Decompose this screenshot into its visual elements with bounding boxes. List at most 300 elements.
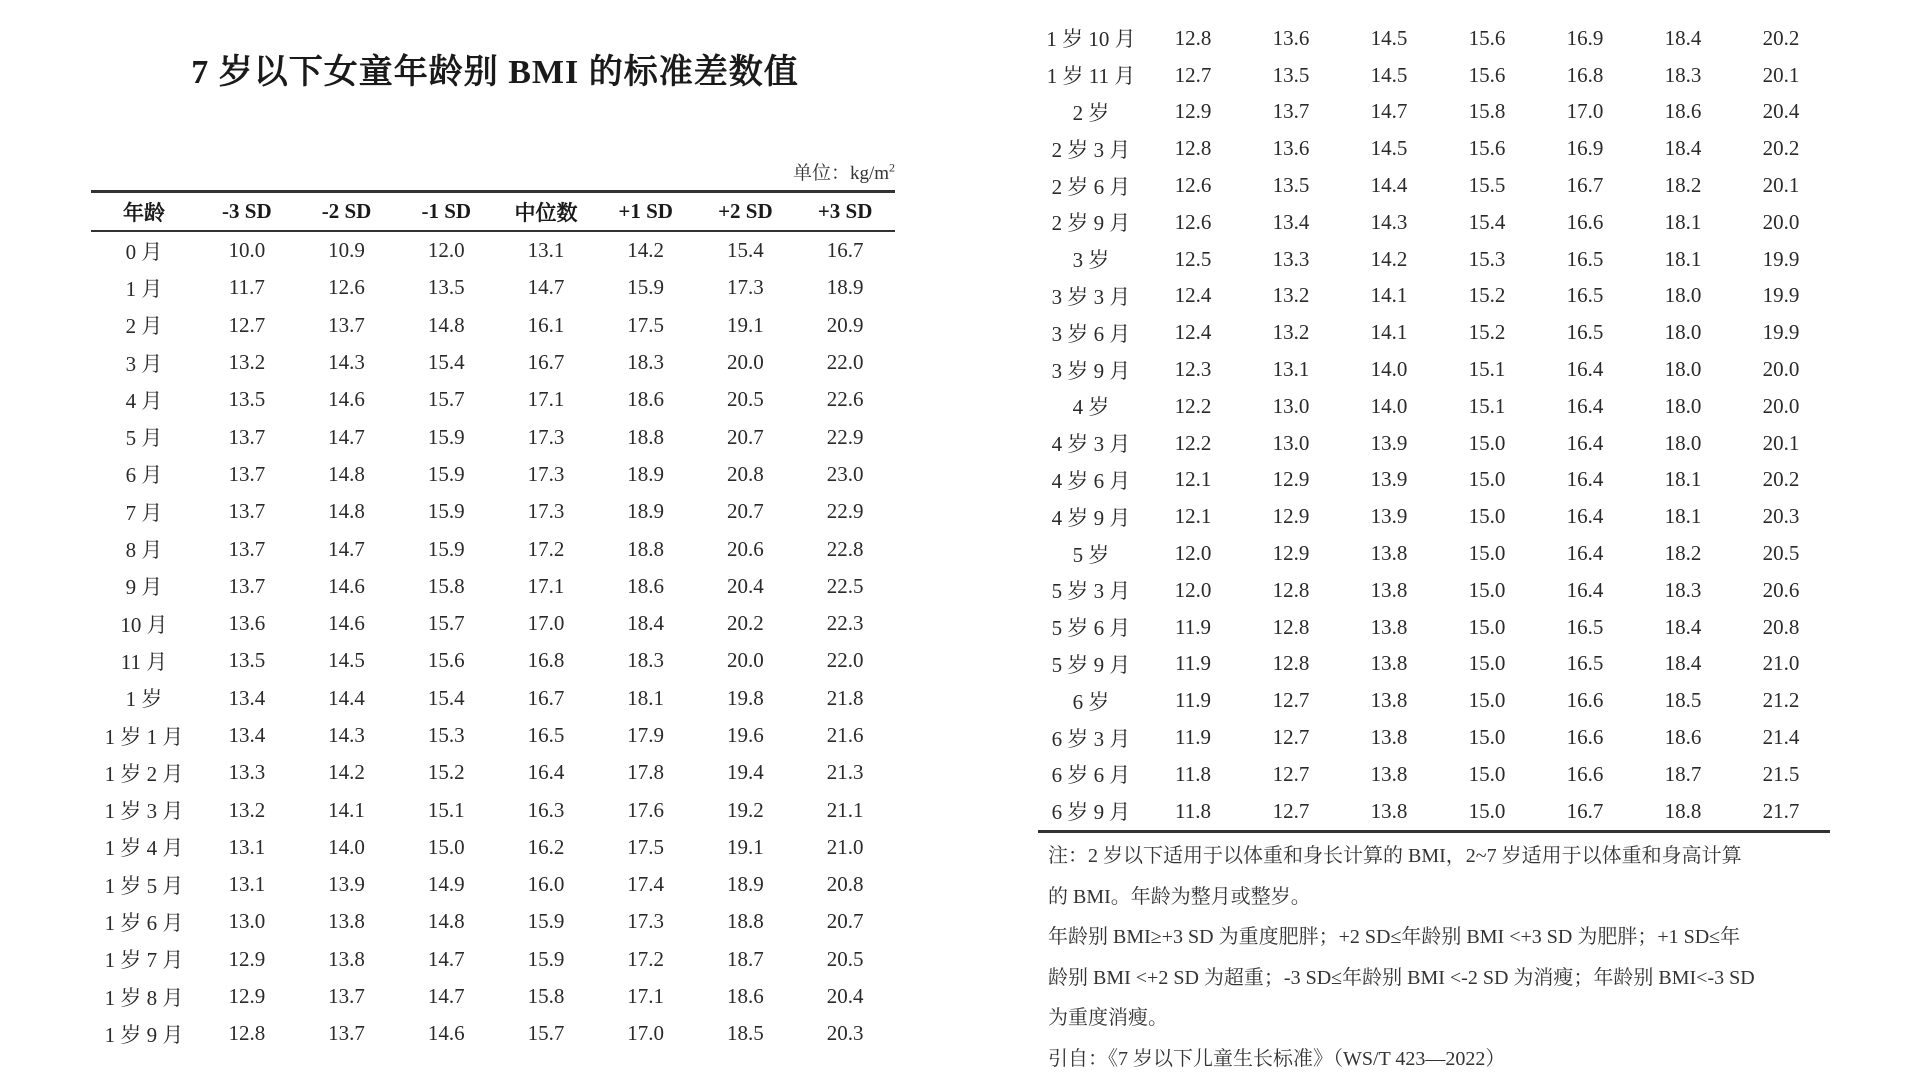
value-cell: 15.4 [1468,209,1506,234]
table-row [91,530,895,567]
value-cell: 17.3 [527,461,565,486]
column-header-age: 年龄 [91,192,197,232]
value-cell: 15.0 [1468,725,1506,750]
value-cell: 19.1 [726,312,764,337]
value-cell: 16.7 [527,350,565,375]
value-cell: 16.5 [1566,246,1604,271]
value-cell: 18.4 [627,611,665,636]
value-cell: 16.7 [527,685,565,710]
value-cell: 12.8 [1174,136,1212,161]
value-cell: 13.7 [228,536,266,561]
age-cell: 10 月 [120,612,168,637]
value-cell: 18.3 [627,350,665,375]
value-cell: 12.7 [1272,725,1310,750]
value-cell: 20.0 [726,648,764,673]
value-cell: 17.1 [627,984,665,1009]
value-cell: 20.9 [826,312,864,337]
value-cell: 18.6 [627,573,665,598]
column-header-median: 中位数 [496,192,596,232]
value-cell: 15.2 [427,760,465,785]
value-cell: 15.9 [427,499,465,524]
value-cell: 13.0 [1272,393,1310,418]
value-cell: 18.7 [726,946,764,971]
value-cell: 14.1 [1370,283,1408,308]
age-cell: 6 岁 [1072,689,1110,714]
value-cell: 12.6 [328,275,365,300]
table-header-row [91,192,895,232]
value-cell: 15.9 [527,946,565,971]
value-cell: 13.8 [1370,541,1408,566]
value-cell: 21.0 [1762,651,1800,676]
value-cell: 12.6 [1174,173,1212,198]
value-cell: 17.3 [527,499,565,524]
value-cell: 18.4 [1664,614,1702,639]
value-cell: 13.3 [228,760,266,785]
value-cell: 14.0 [1370,357,1408,382]
value-cell: 17.2 [527,536,565,561]
value-cell: 18.6 [627,387,665,412]
value-cell: 14.1 [328,797,365,822]
value-cell: 18.8 [1664,798,1702,823]
value-cell: 18.9 [726,872,764,897]
value-cell: 20.0 [1762,357,1800,382]
age-cell: 3 岁 [1072,248,1110,273]
value-cell: 18.0 [1664,283,1702,308]
table-row [91,231,895,269]
value-cell: 15.7 [427,611,465,636]
table-row [1038,793,1830,831]
table-row [1038,682,1830,719]
value-cell: 12.3 [1174,357,1212,382]
value-cell: 14.8 [328,499,365,524]
age-cell: 1 岁 5 月 [104,873,184,898]
column-header-plus1sd: +1 SD [596,192,696,232]
value-cell: 20.8 [1762,614,1800,639]
value-cell: 17.0 [627,1021,665,1046]
value-cell: 15.2 [1468,320,1506,345]
value-cell: 16.4 [1566,467,1604,492]
age-cell: 1 岁 [125,687,163,712]
value-cell: 15.0 [1468,798,1506,823]
value-cell: 14.4 [1370,173,1408,198]
note-line: 注：2 岁以下适用于以体重和身长计算的 BMI，2~7 岁适用于以体重和身高计算 [1048,845,1742,867]
table-row [91,680,895,717]
value-cell: 14.5 [1370,62,1408,87]
value-cell: 18.8 [627,424,665,449]
table-row [1038,388,1830,425]
value-cell: 20.3 [826,1021,864,1046]
value-cell: 20.8 [726,461,764,486]
table-row [91,493,895,530]
value-cell: 13.6 [228,611,266,636]
age-cell: 6 岁 3 月 [1051,726,1131,751]
value-cell: 20.0 [726,350,764,375]
value-cell: 16.6 [1566,688,1604,713]
value-cell: 16.5 [1566,283,1604,308]
value-cell: 12.8 [1174,25,1212,50]
table-row [1038,20,1830,57]
value-cell: 14.7 [427,984,465,1009]
value-cell: 15.0 [1468,541,1506,566]
notes-section [1048,836,1848,1079]
value-cell: 19.6 [726,723,764,747]
column-header-minus3sd: -3 SD [197,192,297,232]
age-cell: 3 月 [125,351,163,376]
value-cell: 15.6 [1468,25,1506,50]
age-cell: 4 岁 3 月 [1051,432,1131,457]
value-cell: 14.8 [427,312,465,337]
value-cell: 14.0 [328,834,365,859]
value-cell: 14.5 [1370,136,1408,161]
value-cell: 12.7 [1272,761,1310,786]
value-cell: 15.3 [427,723,465,747]
table-row [91,605,895,642]
value-cell: 18.0 [1664,393,1702,418]
table-row [91,1015,895,1052]
age-cell: 1 岁 9 月 [104,1022,184,1047]
value-cell: 13.5 [427,275,465,300]
value-cell: 16.6 [1566,725,1604,750]
value-cell: 17.3 [527,424,565,449]
table-row [91,568,895,605]
value-cell: 14.7 [328,536,365,561]
value-cell: 18.8 [627,536,665,561]
value-cell: 15.0 [427,834,465,859]
age-cell: 7 月 [125,500,163,525]
value-cell: 10.0 [228,238,266,263]
value-cell: 18.8 [726,909,764,934]
value-cell: 15.4 [726,238,764,263]
value-cell: 21.6 [826,723,864,747]
value-cell: 13.9 [328,872,365,897]
value-cell: 17.0 [1566,99,1604,124]
value-cell: 15.9 [527,909,565,934]
value-cell: 15.9 [427,461,465,486]
table-row [91,903,895,940]
value-cell: 18.6 [1664,725,1702,750]
value-cell: 20.0 [1762,393,1800,418]
age-cell: 2 岁 [1072,100,1110,125]
value-cell: 15.2 [1468,283,1506,308]
table-row [1038,94,1830,131]
value-cell: 13.6 [1272,25,1310,50]
table-row [1038,130,1830,167]
value-cell: 21.4 [1762,725,1800,750]
value-cell: 21.8 [826,685,864,710]
value-cell: 20.5 [726,387,764,412]
value-cell: 21.5 [1762,761,1800,786]
table-row [91,381,895,418]
value-cell: 14.6 [328,611,365,636]
value-cell: 15.8 [427,573,465,598]
value-cell: 19.1 [726,834,764,859]
value-cell: 18.9 [627,499,665,524]
value-cell: 15.8 [1468,99,1506,124]
age-cell: 5 岁 [1072,542,1110,567]
table-row [1038,572,1830,609]
table-row [1038,646,1830,683]
value-cell: 14.2 [1370,246,1408,271]
value-cell: 16.7 [826,238,864,263]
value-cell: 16.3 [527,797,565,822]
value-cell: 12.7 [1272,798,1310,823]
table-row [91,642,895,679]
value-cell: 20.7 [826,909,864,934]
value-cell: 15.0 [1468,504,1506,529]
value-cell: 13.8 [1370,651,1408,676]
value-cell: 12.4 [1174,283,1212,308]
value-cell: 13.1 [527,238,565,263]
value-cell: 17.9 [627,723,665,747]
value-cell: 13.4 [228,685,266,710]
value-cell: 12.9 [1272,504,1310,529]
age-cell: 2 岁 9 月 [1051,211,1131,236]
value-cell: 17.3 [627,909,665,934]
value-cell: 14.9 [427,872,465,897]
value-cell: 16.4 [1566,541,1604,566]
value-cell: 15.1 [1468,357,1506,382]
value-cell: 21.1 [826,797,864,822]
table-row [91,754,895,791]
value-cell: 18.2 [1664,173,1702,198]
value-cell: 18.0 [1664,357,1702,382]
value-cell: 15.0 [1468,688,1506,713]
value-cell: 16.4 [1566,504,1604,529]
value-cell: 12.0 [1174,541,1212,566]
value-cell: 12.9 [1174,99,1212,124]
value-cell: 15.0 [1468,651,1506,676]
table-body-right [1038,20,1830,831]
column-header-minus1sd: -1 SD [396,192,496,232]
value-cell: 14.5 [328,648,365,673]
value-cell: 14.3 [328,350,365,375]
note-line: 为重度消瘦。 [1048,1007,1168,1029]
value-cell: 13.6 [1272,136,1310,161]
value-cell: 13.8 [1370,688,1408,713]
value-cell: 18.0 [1664,430,1702,455]
table-row [1038,57,1830,94]
value-cell: 18.3 [627,648,665,673]
value-cell: 20.8 [826,872,864,897]
value-cell: 14.7 [527,275,565,300]
value-cell: 12.8 [228,1021,266,1046]
value-cell: 16.4 [1566,393,1604,418]
value-cell: 10.9 [328,238,365,263]
value-cell: 14.4 [328,685,365,710]
age-cell: 1 岁 2 月 [104,761,184,786]
age-cell: 9 月 [125,575,163,600]
value-cell: 15.0 [1468,577,1506,602]
value-cell: 20.1 [1762,62,1800,87]
value-cell: 13.0 [1272,430,1310,455]
value-cell: 20.7 [726,499,764,524]
value-cell: 12.0 [1174,577,1212,602]
value-cell: 20.7 [726,424,764,449]
value-cell: 20.4 [726,573,764,598]
bmi-table-left [91,190,895,1053]
age-cell: 3 岁 9 月 [1051,358,1131,383]
value-cell: 11.9 [1175,688,1211,713]
value-cell: 22.0 [826,648,864,673]
value-cell: 20.5 [826,946,864,971]
value-cell: 22.6 [826,387,864,412]
table-row [91,456,895,493]
table-row [1038,241,1830,278]
value-cell: 21.3 [826,760,864,785]
value-cell: 18.1 [1664,209,1702,234]
value-cell: 13.2 [228,797,266,822]
value-cell: 13.7 [328,1021,365,1046]
value-cell: 14.5 [1370,25,1408,50]
value-cell: 11.9 [1175,651,1211,676]
age-cell: 4 月 [125,388,163,413]
value-cell: 15.4 [427,350,465,375]
value-cell: 18.0 [1664,320,1702,345]
value-cell: 20.4 [826,984,864,1009]
value-cell: 13.2 [1272,283,1310,308]
value-cell: 19.4 [726,760,764,785]
value-cell: 18.6 [1664,99,1702,124]
value-cell: 15.4 [427,685,465,710]
table-row [1038,498,1830,535]
value-cell: 18.1 [627,685,665,710]
value-cell: 20.5 [1762,541,1800,566]
column-header-minus2sd: -2 SD [297,192,397,232]
value-cell: 17.6 [627,797,665,822]
age-cell: 1 岁 8 月 [104,985,184,1010]
value-cell: 13.5 [228,648,266,673]
value-cell: 13.2 [228,350,266,375]
value-cell: 18.5 [1664,688,1702,713]
value-cell: 14.7 [328,424,365,449]
value-cell: 13.1 [228,872,266,897]
value-cell: 15.7 [527,1021,565,1046]
age-cell: 1 岁 4 月 [104,836,184,861]
value-cell: 11.8 [1175,798,1211,823]
age-cell: 1 月 [125,276,163,301]
value-cell: 16.6 [1566,761,1604,786]
value-cell: 13.9 [1370,504,1408,529]
value-cell: 18.1 [1664,467,1702,492]
table-row [91,307,895,344]
table-row [91,866,895,903]
value-cell: 15.3 [1468,246,1506,271]
value-cell: 11.7 [228,275,265,300]
value-cell: 20.6 [1762,577,1800,602]
value-cell: 13.7 [1272,99,1310,124]
value-cell: 14.3 [328,723,365,747]
table-row [1038,425,1830,462]
table-row [91,829,895,866]
table-row [1038,756,1830,793]
value-cell: 12.7 [1174,62,1212,87]
value-cell: 16.5 [527,723,565,747]
value-cell: 12.1 [1174,467,1212,492]
age-cell: 6 岁 9 月 [1051,800,1131,825]
value-cell: 14.0 [1370,393,1408,418]
value-cell: 21.2 [1762,688,1800,713]
value-cell: 12.4 [1174,320,1212,345]
value-cell: 16.4 [527,760,565,785]
value-cell: 22.8 [826,536,864,561]
value-cell: 13.0 [228,909,266,934]
value-cell: 17.4 [627,872,665,897]
age-cell: 2 岁 6 月 [1051,174,1131,199]
value-cell: 15.6 [427,648,465,673]
value-cell: 11.9 [1175,614,1211,639]
value-cell: 18.3 [1664,62,1702,87]
value-cell: 12.6 [1174,209,1212,234]
value-cell: 15.0 [1468,614,1506,639]
value-cell: 13.8 [1370,761,1408,786]
value-cell: 19.2 [726,797,764,822]
value-cell: 18.2 [1664,541,1702,566]
age-cell: 1 岁 6 月 [104,910,184,935]
value-cell: 21.0 [826,834,864,859]
table-body-left [91,231,895,1053]
value-cell: 13.9 [1370,467,1408,492]
value-cell: 14.8 [427,909,465,934]
value-cell: 19.9 [1762,283,1800,308]
value-cell: 14.1 [1370,320,1408,345]
value-cell: 16.0 [527,872,565,897]
table-row [91,978,895,1015]
value-cell: 17.1 [527,573,565,598]
value-cell: 12.8 [1272,651,1310,676]
value-cell: 14.7 [1370,99,1408,124]
bmi-table-right [1038,20,1830,833]
table-row [91,418,895,455]
value-cell: 20.2 [1762,25,1800,50]
value-cell: 16.7 [1566,798,1604,823]
value-cell: 13.5 [228,387,266,412]
page-title: 7 岁以下女童年龄别 BMI 的标准差数值 [191,54,799,91]
table-row [91,344,895,381]
column-header-plus2sd: +2 SD [696,192,796,232]
value-cell: 19.8 [726,685,764,710]
age-cell: 8 月 [125,538,163,563]
age-cell: 1 岁 11 月 [1046,64,1136,89]
value-cell: 12.8 [1272,614,1310,639]
value-cell: 16.6 [1566,209,1604,234]
value-cell: 18.4 [1664,136,1702,161]
value-cell: 11.9 [1175,725,1211,750]
value-cell: 20.2 [1762,467,1800,492]
value-cell: 15.8 [527,984,565,1009]
value-cell: 15.6 [1468,62,1506,87]
age-cell: 5 岁 9 月 [1051,652,1131,677]
value-cell: 12.9 [228,946,266,971]
value-cell: 12.5 [1174,246,1212,271]
value-cell: 20.3 [1762,504,1800,529]
value-cell: 16.8 [1566,62,1604,87]
age-cell: 1 岁 10 月 [1046,27,1136,52]
value-cell: 20.4 [1762,99,1800,124]
value-cell: 14.6 [328,387,365,412]
value-cell: 14.2 [627,238,665,263]
note-line: 龄别 BMI <+2 SD 为超重；-3 SD≤年龄别 BMI <-2 SD 为消瘦；年龄别 BMI<-3 SD [1048,966,1755,989]
value-cell: 13.3 [1272,246,1310,271]
age-cell: 6 岁 6 月 [1051,763,1131,788]
value-cell: 13.9 [1370,430,1408,455]
value-cell: 12.8 [1272,577,1310,602]
age-cell: 1 岁 1 月 [104,724,184,749]
table-row [1038,314,1830,351]
table-row [91,791,895,828]
table-row [1038,719,1830,756]
value-cell: 20.1 [1762,430,1800,455]
age-cell: 4 岁 6 月 [1051,468,1131,493]
